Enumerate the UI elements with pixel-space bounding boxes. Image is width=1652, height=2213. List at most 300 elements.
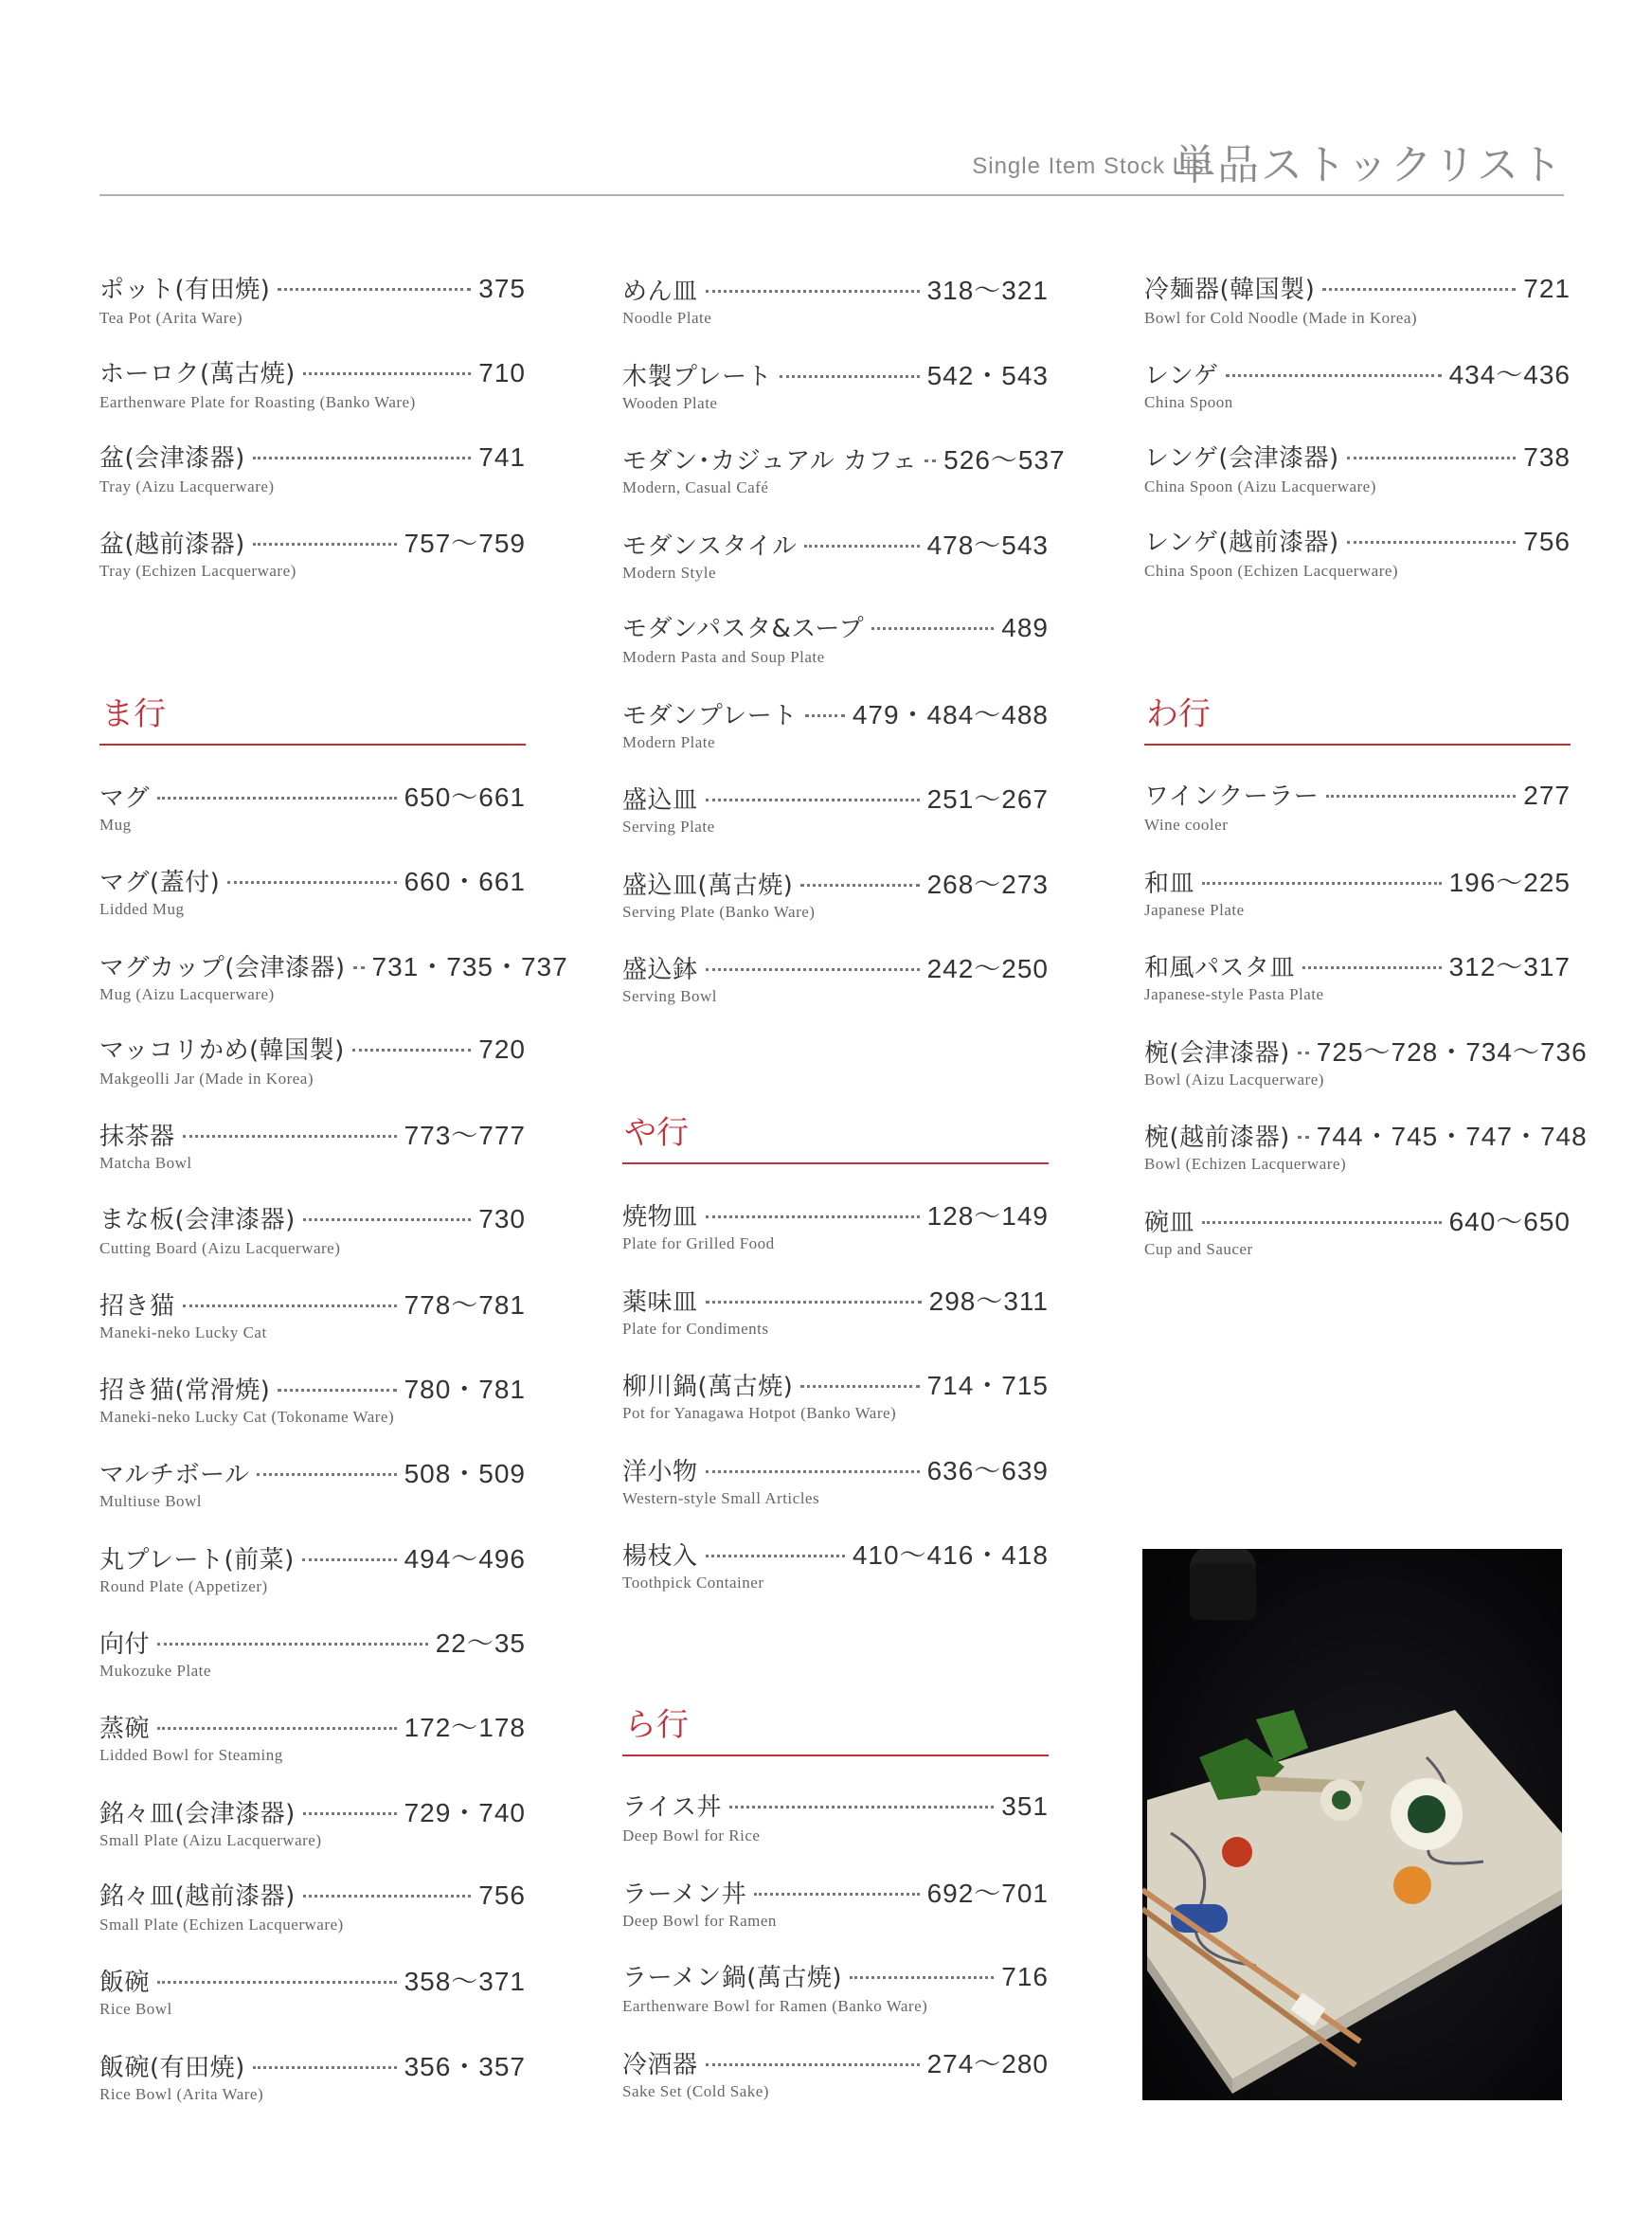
dot-leader [157,1981,397,1984]
dot-leader [157,797,397,800]
item-name-ja: 和皿 [1144,869,1195,898]
entry-line [622,1450,1049,1488]
item-name-ja: ワインクーラー [1144,783,1320,811]
dot-leader [278,1389,396,1392]
dot-leader [1202,1221,1442,1224]
item-name-en: China Spoon (Aizu Lacquerware) [1144,477,1376,495]
entry-line [99,777,526,815]
item-name-en: Lidded Bowl for Steaming [99,1746,283,1765]
dot-leader [1302,966,1442,969]
item-name-en: Plate for Condiments [622,1319,769,1338]
entry-line [99,1792,526,1830]
item-name-en: Tray (Echizen Lacquerware) [99,562,296,580]
entry-line [622,1958,1049,1996]
item-name-ja: ポット(有田焼) [99,276,271,304]
item-name-ja: 柳川鍋(萬古焼) [622,1373,794,1401]
page-number: 640〜650 [1448,1206,1571,1236]
item-name-en: Serving Plate (Banko Ware) [622,902,816,921]
entry-line [1144,354,1571,392]
list-entry [99,1792,526,1868]
entry-line [99,439,526,477]
list-entry [99,1031,526,1106]
page-number: 356・357 [404,2051,526,2081]
item-name-ja: 抹茶器 [99,1123,175,1152]
page-number: 479・484〜488 [852,699,1049,729]
item-name-ja: 丸プレート(前菜) [99,1545,295,1574]
dot-leader [1202,882,1442,885]
item-name-en: Bowl (Echizen Lacquerware) [1144,1155,1347,1173]
list-entry [1144,862,1571,938]
dot-leader [183,1135,397,1138]
item-name-en: Serving Plate [622,818,715,836]
list-entry [99,777,526,853]
page-number: 738 [1523,442,1571,472]
item-name-ja: 碗皿 [1144,1208,1195,1237]
item-name-en: Lidded Mug [99,900,185,919]
item-name-ja: 招き猫(常滑焼) [99,1376,271,1406]
entry-line [99,1285,526,1322]
page-number: 542・543 [926,360,1049,390]
item-name-en: Rice Bowl (Arita Ware) [99,2084,264,2103]
entry-line [99,1961,526,1999]
item-name-en: Bowl for Cold Noodle (Made in Korea) [1144,309,1418,327]
dot-leader [352,1049,472,1052]
dot-leader [800,1385,919,1388]
item-name-en: Rice Bowl [99,2000,172,2019]
item-name-ja: 椀(会津漆器) [1144,1038,1290,1068]
page-number: 741 [478,442,526,472]
list-entry [99,354,526,430]
item-name-en: Modern Plate [622,732,716,751]
item-name-en: Western-style Small Articles [622,1488,820,1507]
entry-line [622,1365,1049,1403]
entry-line [1144,1201,1571,1239]
item-name-ja: モダン･カジュアル カフェ [622,447,918,476]
dot-leader [850,1976,994,1979]
entry-line [622,270,1049,308]
list-entry [622,609,1049,685]
list-entry [1144,439,1571,514]
list-entry [1144,1201,1571,1277]
item-name-en: Deep Bowl for Ramen [622,1912,777,1930]
item-name-ja: モダンプレート [622,701,798,730]
page-number: 778〜781 [404,1289,526,1320]
page-number: 494〜496 [404,1543,526,1574]
list-entry [99,270,526,346]
header-title-en: Single Item Stock List [972,153,1212,179]
entry-line [1144,270,1571,308]
page-number: 351 [1001,1791,1049,1821]
section-heading-ra [622,1698,1049,1756]
list-entry [622,694,1049,770]
page-number: 508・509 [404,1459,526,1489]
dot-leader [303,1218,471,1221]
list-entry [622,948,1049,1024]
item-name-ja: 盛込皿(萬古焼) [622,871,794,900]
dot-leader [780,375,920,378]
item-name-ja: マグカップ(会津漆器) [99,953,346,982]
section-heading-wa [1144,687,1571,746]
item-name-ja: 銘々皿(会津漆器) [99,1799,296,1828]
item-name-en: Wooden Plate [622,393,718,412]
page-number: 434〜436 [1448,360,1571,389]
page-number: 660・661 [404,867,526,897]
item-name-en: Makgeolli Jar (Made in Korea) [99,1069,314,1088]
list-entry [99,1877,526,1952]
page-number: 756 [478,1880,526,1910]
dot-leader [754,1893,919,1896]
item-name-en: Toothpick Container [622,1574,764,1592]
item-name-en: Modern, Casual Café [622,478,769,496]
entry-line [622,609,1049,647]
entry-line [622,864,1049,902]
item-name-ja: 木製プレート [622,362,772,391]
entry-line [99,2046,526,2084]
item-name-en: Plate for Grilled Food [622,1234,775,1252]
page-number: 318〜321 [926,276,1049,305]
dot-leader [303,372,471,375]
entry-line [622,1788,1049,1826]
dot-leader [1326,795,1516,798]
item-name-ja: マルチボール [99,1461,250,1490]
list-entry [99,861,526,937]
page-header [99,123,1564,196]
page-number: 716 [1001,1962,1049,1991]
page-number: 650〜661 [404,783,526,812]
dot-leader [253,2066,397,2069]
page-number: 277 [1523,781,1571,810]
entry-line [99,1877,526,1915]
list-entry [622,1196,1049,1271]
list-entry [622,1365,1049,1441]
entry-line [99,1369,526,1407]
list-entry [99,1961,526,2037]
list-entry [622,1450,1049,1526]
entry-line [622,694,1049,732]
item-name-ja: レンゲ [1144,362,1219,390]
list-entry [622,355,1049,431]
entry-line [99,1115,526,1153]
page-number: 636〜639 [926,1455,1049,1485]
item-name-ja: 楊枝入 [622,1542,698,1571]
dot-leader [805,714,845,717]
page-number: 196〜225 [1448,867,1571,897]
list-entry [622,270,1049,346]
page-number: 710 [478,358,526,387]
entry-line [99,1538,526,1576]
dot-leader [706,1470,920,1473]
dot-leader [706,1555,845,1557]
page-number: 731・735・737 [371,951,568,981]
item-name-ja: モダンパスタ&スープ [622,615,865,643]
item-name-ja: レンゲ(会津漆器) [1144,444,1339,473]
list-entry [99,1200,526,1276]
list-entry [1144,1116,1588,1192]
entry-line [622,1281,1049,1319]
page-number: 251〜267 [926,784,1049,814]
item-name-en: China Spoon (Echizen Lacquerware) [1144,562,1399,580]
list-entry [99,1115,526,1191]
list-entry [99,946,568,1022]
entry-line [622,355,1049,393]
item-name-en: Pot for Yanagawa Hotpot (Banko Ware) [622,1404,897,1422]
entry-line [622,440,1066,477]
dot-leader [800,884,919,887]
entry-line [99,523,526,561]
list-entry [1144,270,1571,346]
page-number: 757〜759 [404,529,526,558]
item-name-ja: 招き猫 [99,1291,175,1321]
item-name-en: Small Plate (Echizen Lacquerware) [99,1915,344,1934]
list-entry [99,439,526,514]
page-number: 729・740 [404,1797,526,1827]
list-entry [1144,523,1571,599]
header-title-ja: 単品ストックリスト [1174,141,1564,189]
page-number: 730 [478,1203,526,1233]
entry-line [622,779,1049,817]
dot-leader [925,459,936,462]
entry-line [99,946,568,984]
list-entry [622,1281,1049,1357]
page-number: 410〜416・418 [852,1540,1049,1570]
item-name-en: Earthenware Plate for Roasting (Banko Ware) [99,393,416,411]
item-name-en: Japanese Plate [1144,900,1245,919]
item-name-ja: 和風パスタ皿 [1144,954,1296,982]
item-name-ja: マグ(蓋付) [99,869,221,898]
dot-leader [253,457,471,459]
item-name-ja: 冷酒器 [622,2051,698,2079]
item-name-ja: レンゲ(越前漆器) [1144,529,1339,557]
dot-leader [1347,541,1517,544]
item-name-ja: めん皿 [622,278,698,306]
item-name-ja: 蒸碗 [99,1715,151,1744]
item-name-ja: 飯碗 [99,1969,151,1998]
page-number: 298〜311 [928,1286,1049,1316]
list-entry [622,1958,1049,2034]
page-number: 526〜537 [943,445,1066,475]
dot-leader [1347,457,1517,459]
list-entry [99,1623,526,1699]
item-name-en: Tea Pot (Arita Ware) [99,309,243,327]
item-name-ja: 洋小物 [622,1457,698,1486]
item-name-ja: ライス丼 [622,1793,722,1822]
dot-leader [183,1304,397,1307]
page-number: 242〜250 [926,954,1049,983]
item-name-en: Cup and Saucer [1144,1239,1253,1258]
item-name-ja: ラーメン鍋(萬古焼) [622,1964,842,1992]
item-name-en: Tray (Aizu Lacquerware) [99,477,275,495]
page-number: 489 [1001,613,1049,642]
dot-leader [157,1643,428,1646]
list-entry [1144,777,1571,853]
entry-line [622,2043,1049,2081]
page-number: 375 [478,274,526,303]
item-name-en: China Spoon [1144,393,1233,411]
item-name-en: Earthenware Bowl for Ramen (Banko Ware) [622,1997,928,2015]
dot-leader [253,543,397,546]
list-entry [1144,1032,1588,1107]
item-name-en: Modern Pasta and Soup Plate [622,648,825,666]
page-number: 692〜701 [926,1879,1049,1908]
item-name-en: Noodle Plate [622,309,712,327]
entry-line [1144,862,1571,900]
item-name-ja: 椀(越前漆器) [1144,1124,1290,1152]
entry-line [99,1453,526,1491]
dot-leader [303,1895,471,1898]
item-name-en: Deep Bowl for Rice [622,1826,761,1844]
page-number: 780・781 [404,1375,526,1405]
item-name-ja: 飯碗(有田焼) [99,2053,245,2082]
list-entry [1144,946,1571,1022]
dot-leader [706,968,920,971]
entry-line [1144,1032,1588,1070]
item-name-ja: マッコリかめ(韓国製) [99,1035,345,1065]
item-name-en: Wine cooler [1144,816,1229,834]
entry-line [1144,523,1571,561]
entry-line [99,1707,526,1745]
list-entry [622,864,1049,940]
item-name-ja: 焼物皿 [622,1203,698,1232]
list-entry [99,2046,526,2122]
item-name-ja: 向付 [99,1630,151,1659]
dot-leader [303,1812,397,1815]
tableware-photo [1142,1549,1562,2100]
dot-leader [302,1558,397,1561]
page-number: 721 [1523,274,1571,303]
entry-line [1144,1116,1588,1154]
page-number: 268〜273 [926,869,1049,899]
list-entry [622,1873,1049,1949]
list-entry [622,1788,1049,1863]
item-name-ja: ラーメン丼 [622,1880,747,1909]
item-name-en: Mug (Aizu Lacquerware) [99,984,275,1003]
section-heading-label: ら行 [624,1706,689,1744]
dot-leader [706,1215,920,1218]
entry-line [622,1873,1049,1911]
list-entry [99,1707,526,1783]
dot-leader [1226,374,1441,377]
dot-leader [706,2063,920,2066]
section-heading-label: や行 [624,1114,689,1152]
page-number: 744・745・747・748 [1316,1122,1588,1151]
item-name-ja: 盛込皿 [622,786,698,815]
item-name-en: Sake Set (Cold Sake) [622,2082,769,2100]
item-name-en: Maneki-neko Lucky Cat (Tokoname Ware) [99,1408,395,1427]
page-number: 725〜728・734〜736 [1316,1036,1588,1067]
item-name-ja: 盆(越前漆器) [99,531,245,559]
dot-leader [1322,288,1516,291]
item-name-en: Round Plate (Appetizer) [99,1576,268,1595]
entry-line [99,270,526,308]
item-name-ja: 銘々皿(越前漆器) [99,1881,296,1911]
list-entry [622,440,1066,515]
section-heading-label: わ行 [1146,695,1211,733]
entry-line [622,948,1049,986]
dot-leader [804,545,919,548]
list-entry [622,525,1049,601]
entry-line [99,354,526,392]
plate-with-food-image [1142,1549,1562,2100]
item-name-en: Bowl (Aizu Lacquerware) [1144,1070,1324,1089]
dot-leader [706,1301,922,1304]
list-entry [99,523,526,599]
page-number: 714・715 [926,1371,1049,1400]
entry-line [622,1535,1049,1573]
section-heading-ma [99,687,526,746]
page-number: 720 [478,1034,526,1064]
entry-line [1144,946,1571,984]
list-entry [622,779,1049,855]
list-entry [99,1453,526,1529]
item-name-ja: 薬味皿 [622,1287,698,1317]
entry-line [99,861,526,899]
entry-line [99,1623,526,1661]
page-number: 773〜777 [404,1121,526,1151]
page-number: 358〜371 [404,1967,526,1997]
dot-leader [353,966,365,969]
dot-leader [157,1727,397,1730]
item-name-ja: 冷麺器(韓国製) [1144,276,1316,304]
list-entry [99,1285,526,1360]
dot-leader [706,799,920,801]
list-entry [99,1538,526,1614]
item-name-en: Modern Style [622,563,717,582]
item-name-ja: モダンスタイル [622,531,798,561]
item-name-en: Matcha Bowl [99,1154,192,1173]
item-name-en: Mug [99,816,132,834]
list-entry [1144,354,1571,430]
entry-line [622,525,1049,563]
list-entry [99,1369,526,1445]
page-number: 22〜35 [435,1628,526,1658]
page-number: 128〜149 [926,1201,1049,1231]
item-name-ja: 盛込鉢 [622,956,698,984]
page-number: 478〜543 [926,530,1049,560]
entry-line [1144,439,1571,477]
item-name-en: Multiuse Bowl [99,1492,203,1511]
page-number: 274〜280 [926,2049,1049,2078]
dot-leader [729,1806,994,1808]
list-entry [622,2043,1049,2119]
item-name-ja: マグ [99,784,151,813]
dot-leader [278,288,471,291]
dot-leader [706,290,920,293]
entry-line [99,1200,526,1238]
page-number: 312〜317 [1448,952,1571,981]
section-heading-ya [622,1106,1049,1164]
item-name-en: Serving Bowl [622,987,717,1005]
dot-leader [227,881,396,884]
list-entry [622,1535,1049,1610]
dot-leader [1298,1052,1309,1054]
item-name-en: Small Plate (Aizu Lacquerware) [99,1830,322,1849]
entry-line [622,1196,1049,1233]
page-number: 172〜178 [404,1713,526,1743]
dot-leader [257,1473,396,1476]
item-name-ja: 盆(会津漆器) [99,444,245,473]
item-name-en: Mukozuke Plate [99,1662,211,1680]
dot-leader [1298,1136,1309,1139]
entry-line [99,1031,526,1069]
item-name-ja: ホーロク(萬古焼) [99,360,296,388]
section-heading-label: ま行 [101,695,166,733]
item-name-en: Maneki-neko Lucky Cat [99,1322,267,1341]
page-number: 756 [1523,527,1571,556]
item-name-en: Cutting Board (Aizu Lacquerware) [99,1238,341,1257]
entry-line [1144,777,1571,815]
dot-leader [871,627,994,630]
item-name-ja: まな板(会津漆器) [99,1205,296,1234]
